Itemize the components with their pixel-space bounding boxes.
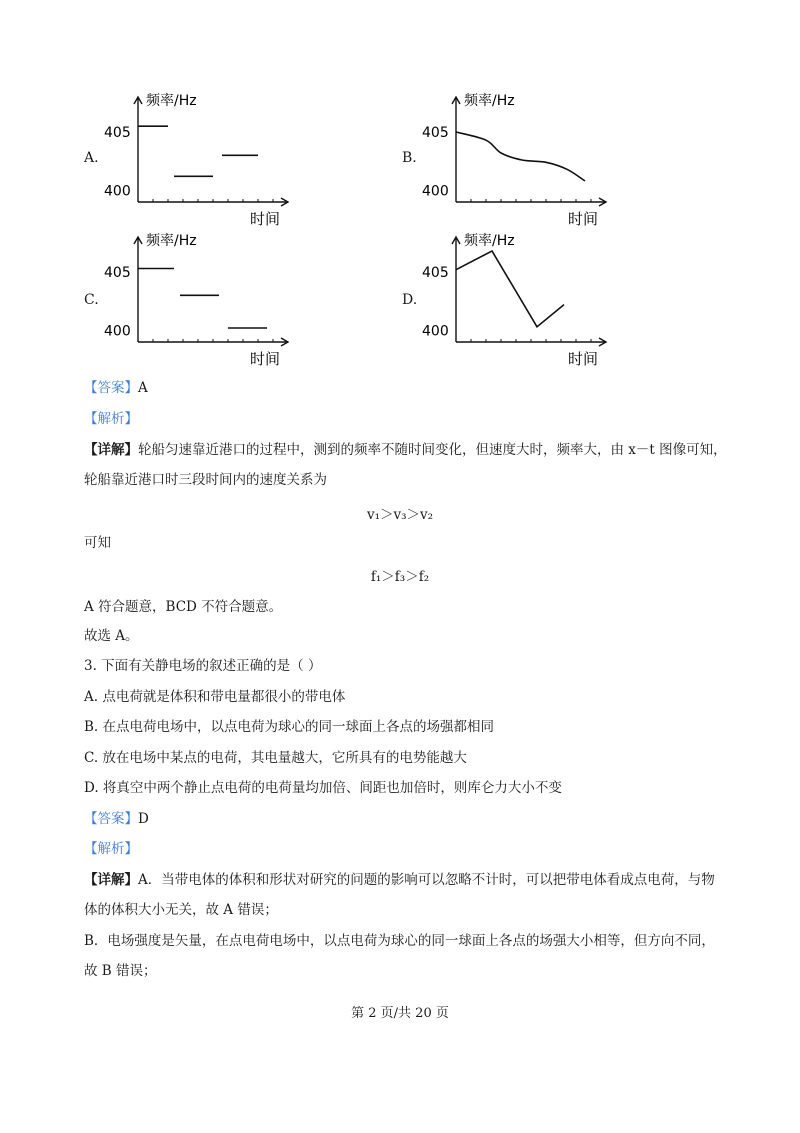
chart-b-svg bbox=[418, 90, 618, 228]
y-tick-label-400: 400 bbox=[104, 323, 131, 340]
choice-text: 故选 A。 bbox=[84, 628, 139, 644]
chart-a bbox=[100, 90, 300, 229]
data-series-line-1 bbox=[456, 251, 564, 327]
x-axis-label: 时间 bbox=[250, 210, 281, 228]
equation-velocity: v₁＞v₃＞v₂ bbox=[366, 507, 434, 523]
page-footer: 第 2 页/共 20 页 bbox=[351, 1006, 449, 1021]
option-label-c: C. bbox=[84, 292, 99, 308]
chart-a-svg bbox=[100, 90, 300, 228]
answer-value-q3: D bbox=[138, 811, 149, 827]
y-tick-label-405: 405 bbox=[104, 125, 131, 141]
q3-option-c: C. 放在电场中某点的电荷，其电量越大，它所具有的电势能越大 bbox=[84, 750, 467, 766]
detail3-text-1: A．当带电体的体积和形状对研究的问题的影响可以忽略不计时，可以把带电体看成点电荷，与物 bbox=[138, 872, 715, 888]
chart-c bbox=[100, 230, 300, 369]
y-axis-label: 频率/Hz bbox=[464, 93, 515, 109]
chart-d-svg bbox=[418, 230, 618, 368]
chart-c-svg bbox=[100, 230, 300, 368]
detail3-line-2: 体的体积大小无关，故 A 错误； bbox=[84, 902, 278, 918]
detail-tag: 【详解】 bbox=[84, 442, 138, 458]
detail-line-1 bbox=[84, 440, 727, 460]
x-axis-label: 时间 bbox=[568, 210, 599, 228]
y-axis-label: 频率/Hz bbox=[146, 93, 197, 109]
q3-stem: 3. 下面有关静电场的叙述正确的是（ ） bbox=[84, 658, 322, 674]
answer-line-q3 bbox=[84, 809, 149, 829]
x-axis-label: 时间 bbox=[568, 350, 599, 368]
x-axis-label: 时间 bbox=[250, 350, 281, 368]
option-label-d: D. bbox=[402, 292, 418, 308]
option-label-a: A. bbox=[84, 150, 99, 166]
detail3-line-1 bbox=[84, 870, 715, 890]
y-tick-label-400: 400 bbox=[104, 183, 131, 200]
detail3-line-4: 故 B 错误； bbox=[84, 963, 157, 979]
answer-tag: 【答案】 bbox=[84, 380, 138, 396]
y-axis-label: 频率/Hz bbox=[464, 233, 515, 249]
y-tick-label-405: 405 bbox=[422, 265, 449, 281]
detail-line-2: 轮船靠近港口时三段时间内的速度关系为 bbox=[84, 472, 327, 488]
analysis-tag-q3: 【解析】 bbox=[84, 841, 138, 857]
equation-frequency: f₁＞f₃＞f₂ bbox=[370, 569, 430, 585]
q3-option-b: B. 在点电荷电场中，以点电荷为球心的同一球面上各点的场强都相同 bbox=[84, 719, 495, 735]
chart-d bbox=[418, 230, 618, 369]
detail3-line-3: B．电场强度是矢量，在点电荷电场中，以点电荷为球心的同一球面上各点的场强大小相等，但方向不同， bbox=[84, 933, 715, 949]
analysis-tag-q2: 【解析】 bbox=[84, 411, 138, 427]
q3-option-d: D. 将真空中两个静止点电荷的电荷量均加倍、间距也加倍时，则库仑力大小不变 bbox=[84, 780, 562, 796]
detail-text-1: 轮船匀速靠近港口的过程中，测到的频率不随时间变化，但速度大时，频率大，由 x－t 图像可知， bbox=[138, 442, 727, 458]
conclusion-text: A 符合题意，BCD 不符合题意。 bbox=[84, 599, 283, 615]
answer-line-q2 bbox=[84, 378, 148, 398]
y-tick-label-405: 405 bbox=[422, 125, 449, 141]
data-series-line-1 bbox=[456, 132, 585, 181]
q3-option-a: A. 点电荷就是体积和带电量都很小的带电体 bbox=[84, 689, 346, 705]
kezhi-text: 可知 bbox=[84, 535, 111, 551]
y-tick-label-405: 405 bbox=[104, 265, 131, 281]
detail-tag-q3: 【详解】 bbox=[84, 872, 138, 888]
y-tick-label-400: 400 bbox=[422, 183, 449, 200]
y-tick-label-400: 400 bbox=[422, 323, 449, 340]
y-axis-label: 频率/Hz bbox=[146, 233, 197, 249]
option-label-b: B. bbox=[402, 150, 417, 166]
answer-tag-q3: 【答案】 bbox=[84, 811, 138, 827]
answer-value: A bbox=[138, 380, 148, 396]
chart-b bbox=[418, 90, 618, 229]
